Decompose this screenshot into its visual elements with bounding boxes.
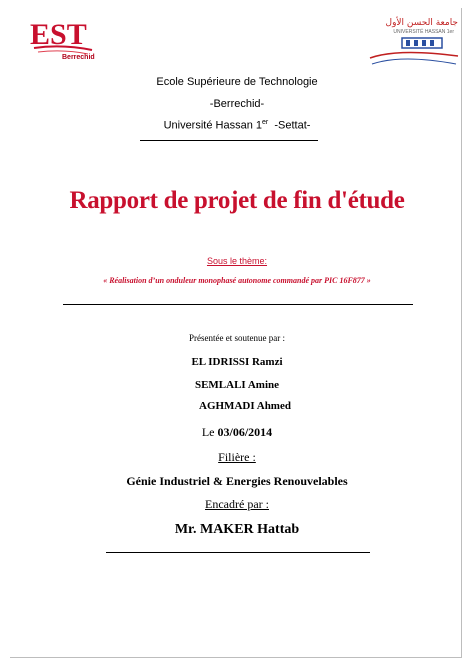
report-title: Rapport de projet de fin d'étude xyxy=(69,187,405,214)
school-name: Ecole Supérieure de Technologie xyxy=(156,76,318,88)
date-prefix: Le xyxy=(201,425,218,439)
school-city: -Berrechid- xyxy=(209,98,265,110)
defense-date xyxy=(0,425,474,440)
svg-text:EST: EST xyxy=(30,18,87,51)
project-subject: « Réalisation d’un onduleur monophasé autonome commandé par PIC 16F877 » xyxy=(103,276,371,285)
supervisor-label: Encadré par : xyxy=(205,497,269,511)
filiere-label: Filière : xyxy=(218,450,256,464)
university-logo-latin: UNIVERSITÉ HASSAN 1er xyxy=(393,29,454,35)
date-value: 03/06/2014 xyxy=(217,425,273,439)
supervisor-name: Mr. MAKER Hattab xyxy=(174,522,300,537)
university-logo-graphic xyxy=(368,18,460,78)
student-name: EL IDRISSI Ramzi xyxy=(191,356,283,368)
student-name: SEMLALI Amine xyxy=(194,379,280,391)
university-name: Université Hassan 1 xyxy=(163,119,262,132)
university-logo-arabic: جامعة الحسن الأول xyxy=(385,18,458,28)
university-ordinal: er xyxy=(262,119,269,126)
university-logo xyxy=(368,18,460,78)
university-city: -Settat- xyxy=(268,119,311,132)
filiere-value: Génie Industriel & Energies Renouvelables xyxy=(126,474,348,488)
est-logo-graphic xyxy=(28,14,100,72)
presented-label: Présentée et soutenue par : xyxy=(189,333,285,343)
student-name: AGHMADI Ahmed xyxy=(199,400,291,412)
footer-divider xyxy=(106,552,370,553)
est-logo xyxy=(28,14,100,72)
theme-divider xyxy=(63,304,413,305)
est-logo-subtitle: Berrechid xyxy=(62,54,95,61)
university-line xyxy=(0,119,474,132)
header-divider xyxy=(140,140,318,141)
theme-label: Sous le thème: xyxy=(206,256,268,266)
